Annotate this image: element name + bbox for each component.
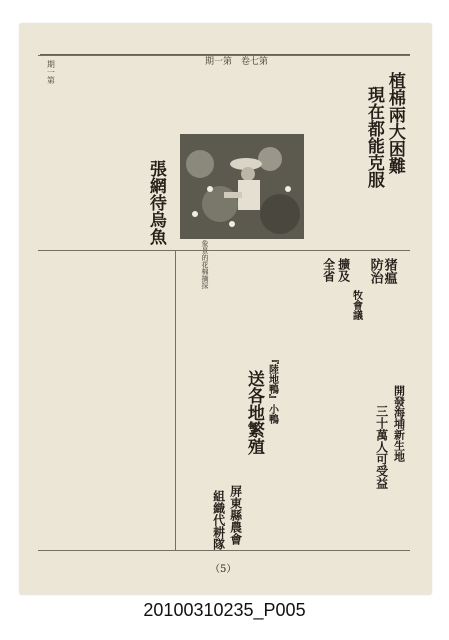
cotton-picking-photo bbox=[180, 134, 304, 239]
bottom-divider bbox=[38, 550, 410, 551]
top-divider bbox=[38, 55, 410, 56]
headline-duck-1: 『陸地鴨』小鴨 bbox=[266, 354, 278, 424]
headline-pig-5: 全省 bbox=[321, 258, 336, 282]
headline-land-1: 開發海埔新生地 bbox=[392, 385, 406, 462]
headline-pig-2: 防治 bbox=[367, 258, 383, 284]
headline-farm-1: 屏東縣農會 bbox=[228, 485, 243, 545]
issue-label: 期一第 卷七第 bbox=[205, 57, 269, 67]
left-issue-marker: 期一第 bbox=[46, 60, 56, 84]
photo-caption: 象景的花棉摘採 bbox=[201, 240, 209, 289]
headline-farm-2: 組織代耕隊 bbox=[211, 490, 226, 550]
headline-pig-4: 擴及 bbox=[336, 258, 351, 282]
page-number: （5） bbox=[210, 564, 237, 575]
mid-divider bbox=[38, 250, 410, 251]
page-header bbox=[40, 28, 410, 67]
headline-land-2: 三十萬人可受益 bbox=[374, 405, 389, 489]
headline-duck-2: 送各地繁殖 bbox=[243, 370, 264, 455]
archive-id: 20100310235_P005 bbox=[143, 600, 306, 620]
column-divider bbox=[175, 250, 176, 550]
headline-cotton-1: 植棉兩大困難 bbox=[384, 72, 405, 174]
headline-cotton-2: 現在都能克服 bbox=[363, 86, 384, 188]
headline-mullet: 張網待烏魚 bbox=[145, 160, 166, 245]
headline-pig-3: 牧會議 bbox=[350, 290, 362, 320]
headline-pig-1: 猪瘟 bbox=[381, 258, 397, 284]
